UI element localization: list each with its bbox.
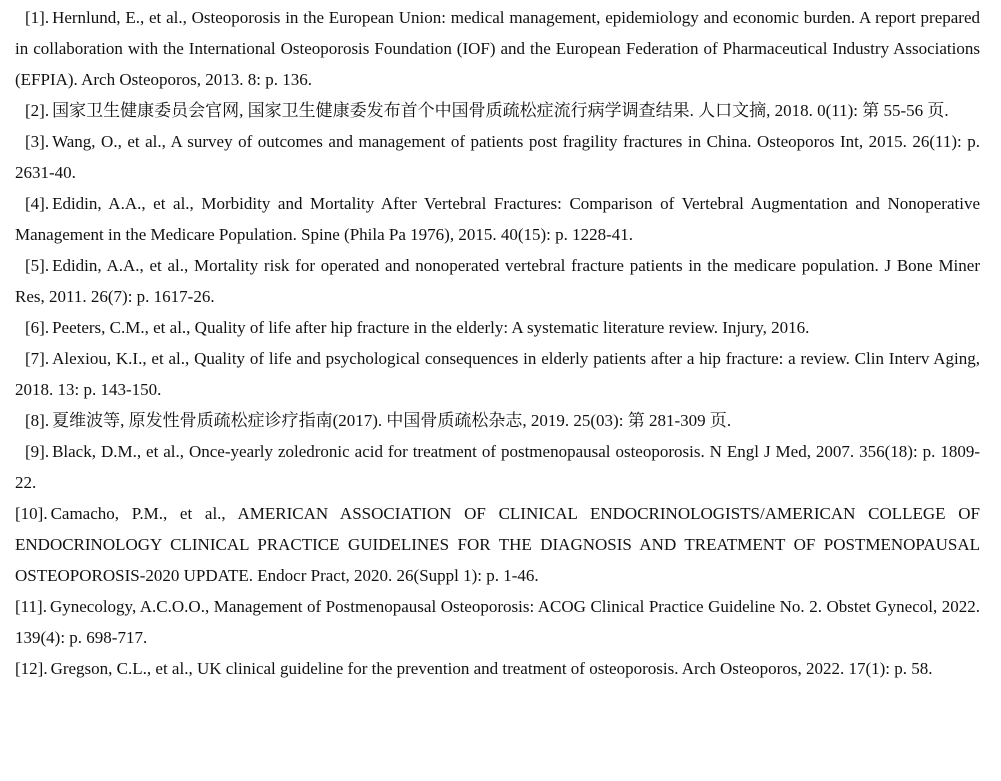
reference-number: [8]. — [25, 411, 50, 430]
reference-item-6 — [15, 312, 980, 343]
reference-number: [2]. — [25, 101, 50, 120]
reference-number: [7]. — [25, 349, 50, 368]
reference-item-12 — [15, 653, 980, 684]
reference-text: Gregson, C.L., et al., UK clinical guideline for the prevention and treatment of osteoporosis. Arch Osteoporos, 2022. 17(1): p. 58. — [50, 659, 933, 678]
reference-text: Camacho, P.M., et al., AMERICAN ASSOCIATION OF CLINICAL ENDOCRINOLOGISTS/AMERICAN COLLEGE OF ENDOCRINOLOGY CLINICAL PRACTICE GUIDELINES FOR THE DIAGNOSIS AND TREATMENT OF POSTMENOPAUSAL OSTEOPOROSIS-2020 UPDATE. Endocr Pract, 2020. 26(Suppl 1): p. 1-46. — [15, 504, 980, 585]
reference-item-9 — [15, 436, 980, 498]
reference-number: [1]. — [25, 8, 50, 27]
reference-text: Peeters, C.M., et al., Quality of life after hip fracture in the elderly: A systematic literature review. Injury, 2016. — [52, 318, 810, 337]
reference-item-8 — [15, 405, 980, 436]
reference-text: Gynecology, A.C.O.O., Management of Postmenopausal Osteoporosis: ACOG Clinical Practice Guideline No. 2. Obstet Gynecol, 2022. 139(4): p. 698-717. — [15, 597, 980, 647]
reference-text: 国家卫生健康委员会官网, 国家卫生健康委发布首个中国骨质疏松症流行病学调查结果. 人口文摘, 2018. 0(11): 第 55-56 页. — [52, 101, 949, 120]
reference-number: [12]. — [15, 659, 48, 678]
reference-text: Black, D.M., et al., Once-yearly zoledronic acid for treatment of postmenopausal osteoporosis. N Engl J Med, 2007. 356(18): p. 1809-22. — [15, 442, 980, 492]
reference-item-5 — [15, 250, 980, 312]
reference-number: [9]. — [25, 442, 50, 461]
reference-item-3 — [15, 126, 980, 188]
reference-text: Edidin, A.A., et al., Morbidity and Mortality After Vertebral Fractures: Comparison of Vertebral Augmentation and Nonoperative Management in the Medicare Population. Spine (Phila Pa 1976), 2015. 40(15): p. 1228-41. — [15, 194, 980, 244]
reference-number: [10]. — [15, 504, 48, 523]
reference-item-4 — [15, 188, 980, 250]
reference-item-10 — [15, 498, 980, 591]
reference-number: [11]. — [15, 597, 47, 616]
reference-text: Hernlund, E., et al., Osteoporosis in the European Union: medical management, epidemiology and economic burden. A report prepared in collaboration with the International Osteoporosis Foundation (IOF) and the European Federation of Pharmaceutical Industry Associations (EFPIA). Arch Osteoporos, 2013. 8: p. 136. — [15, 8, 980, 89]
reference-number: [3]. — [25, 132, 50, 151]
reference-number: [5]. — [25, 256, 50, 275]
reference-item-11 — [15, 591, 980, 653]
reference-item-7 — [15, 343, 980, 405]
reference-text: 夏维波等, 原发性骨质疏松症诊疗指南(2017). 中国骨质疏松杂志, 2019. 25(03): 第 281-309 页. — [52, 411, 732, 430]
reference-number: [4]. — [25, 194, 50, 213]
reference-text: Edidin, A.A., et al., Mortality risk for operated and nonoperated vertebral fracture patients in the medicare population. J Bone Miner Res, 2011. 26(7): p. 1617-26. — [15, 256, 980, 306]
reference-number: [6]. — [25, 318, 50, 337]
reference-text: Alexiou, K.I., et al., Quality of life and psychological consequences in elderly patients after a hip fracture: a review. Clin Interv Aging, 2018. 13: p. 143-150. — [15, 349, 980, 399]
reference-item-1 — [15, 2, 980, 95]
reference-item-2 — [15, 95, 980, 126]
reference-text: Wang, O., et al., A survey of outcomes and management of patients post fragility fractures in China. Osteoporos Int, 2015. 26(11): p. 2631-40. — [15, 132, 980, 182]
